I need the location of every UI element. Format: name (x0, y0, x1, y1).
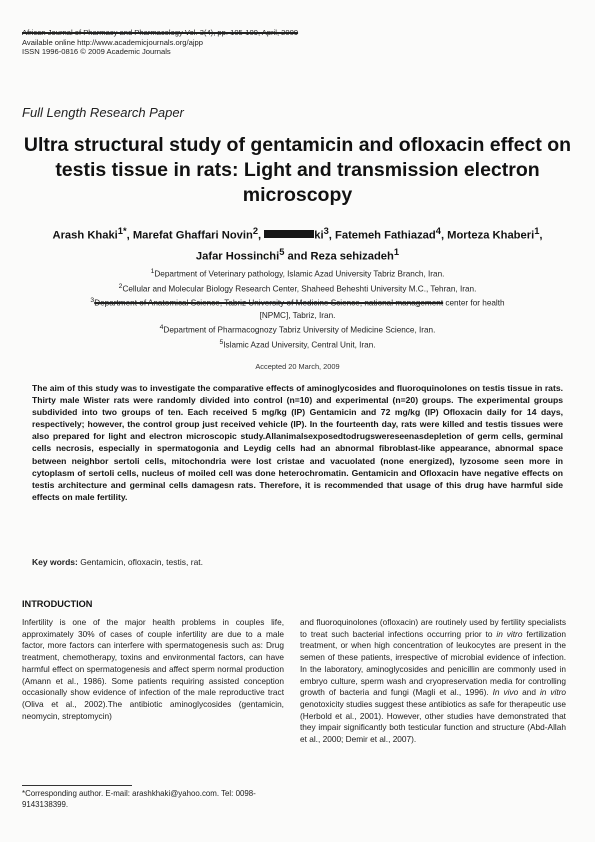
footnote-divider (22, 785, 132, 786)
intro-paragraph: Infertility is one of the major health problems in couples life, approximately 30% of cases of couple infertility are due to a male factor, more factors can interfere with spermatogenesis such as: Drug treatment, chemotherapy, toxins and environmental factors, can have harmful effect on spermatogenesis and affect sperm normal production (Amann et al., 1986). Some patients requiring assisted conception occasionally show evidence of infection of the male reproductive tract (Oliva et al., 2002).The antibiotic aminoglycosides (gentamicin, neomycin, streptomycin) (22, 617, 284, 721)
author-name: , Fatemeh Fathiazad (328, 229, 436, 242)
affiliation-text: Cellular and Molecular Biology Research Center, Shaheed Beheshti University M.C., Tehran, Iran. (122, 284, 477, 294)
intro-text: and (518, 687, 540, 698)
affiliation-sup: 2 (118, 282, 123, 290)
author-name: , Marefat Ghaffari Novin (126, 229, 253, 242)
intro-italic: In vivo (492, 687, 519, 698)
author-sup: 1* (117, 226, 127, 236)
affiliations (20, 266, 575, 352)
affiliation-text: Department of Veterinary pathology, Islamic Azad University Tabriz Branch, Iran. (154, 269, 445, 279)
author-name: , Jafar Hossinchi (195, 229, 543, 263)
accepted-date: Accepted 20 March, 2009 (255, 362, 340, 371)
affiliation-3 (20, 295, 575, 310)
author-name: Arash Khaki (52, 229, 118, 242)
intro-text: fertilization treatment, or when high concentration of leukocytes are present in the semen of these patients, irrespective of microbial evidence of infection. In the laboratory, aminoglycosides and penicillin are commonly used in embryo culture, sperm wash and cryopreservation media for controlling growth of bacteria and fungi (Magli et al., 1996). (300, 628, 567, 698)
author-sup: 4 (435, 226, 441, 236)
author-name: , Morteza Khaberi (440, 229, 535, 242)
affiliation-sup: 3 (90, 297, 95, 305)
keywords-label: Key words: (32, 557, 78, 567)
affiliation-2 (20, 281, 575, 296)
author-name: ki (314, 229, 324, 242)
intro-column-left (22, 617, 284, 722)
redaction-mark (264, 230, 314, 238)
affiliation-text: Department of Pharmacognozy Tabriz University of Medicine Science, Iran. (163, 325, 436, 335)
affiliation-5 (20, 337, 575, 352)
intro-italic: in vitro (539, 687, 566, 698)
affiliation-3-cont: [NPMC], Tabriz, Iran. (259, 311, 336, 321)
affiliation-1 (20, 266, 575, 281)
author-sup: 3 (323, 226, 329, 236)
journal-url: Available online http://www.academicjournals.org/ajpp (22, 37, 203, 47)
intro-column-right (300, 617, 566, 746)
affiliation-sup: 1 (150, 268, 155, 275)
affiliation-text: center for health (443, 299, 505, 309)
author-sup: 1 (393, 246, 400, 257)
paper-type: Full Length Research Paper (22, 105, 184, 120)
keywords-list: Gentamicin, ofloxacin, testis, rat. (80, 557, 204, 567)
corresponding-author-footnote: *Corresponding author. E-mail: arashkhaki@yahoo.com. Tel: 0098-9143138399. (22, 789, 256, 809)
keywords (32, 557, 563, 567)
affiliation-sup: 5 (219, 338, 224, 346)
affiliation-text: Islamic Azad University, Central Unit, Iran. (223, 340, 376, 350)
paper-title: Ultra structural study of gentamicin and ofloxacin effect on testis tissue in rats: Light and transmission electron microscopy (23, 134, 572, 206)
journal-header (22, 28, 298, 57)
author-name: and Reza sehizadeh (284, 250, 394, 263)
affiliation-sup: 4 (159, 324, 164, 332)
section-heading: INTRODUCTION (22, 599, 93, 609)
author-sup: 2 (252, 226, 259, 236)
intro-italic: in vitro (496, 628, 523, 639)
intro-text: genotoxicity studies suggest these antibiotics as safe for therapeutic use (Herbold et al., 2001). However, other studies have demonstrated that they impair significantly both testicular function and structure (Abd-Allah et al., 2000; Demir et al., 2007). (300, 698, 566, 745)
intro-text: and fluoroquinolones (ofloxacin) are routinely used by fertility specialists to treat such bacterial infections occurring prior to (300, 617, 566, 639)
author-list: Arash Khaki$^{1*}$, Marefat Ghaffari Novin$^2$, $ki^3$, Fatemeh Fathiazad$^4$, Morteza Khaberi$^1$, Jafar Hossinchi$^5$ and Reza sehizadeh$^1$ (52, 226, 543, 263)
author-sup: 5 (279, 246, 285, 257)
journal-issn: ISSN 1996-0816 © 2009 Academic Journals (22, 47, 171, 57)
affiliation-text-struck: Department of Anatomical Science, Tabriz University of Medicine Science, national management (94, 299, 444, 309)
affiliation-4 (20, 322, 575, 337)
journal-citation: African Journal of Pharmacy and Pharmacology Vol. 3(4), pp. 105-109, April, 2009 (22, 28, 299, 37)
author-sup: 1 (534, 226, 540, 236)
abstract: The aim of this study was to investigate the comparative effects of aminoglycosides and fluoroquinolones on testis tissue in rats. Thirty male Wister rats were randomly divided into control (n=10) and experimental (n=20) groups. The experimental groups subdivided into two groups of ten. Each received 5 mg/kg (IP) Gentamicin and 72 mg/kg (IP) Ofloxacin daily for 14 days, respectively; however, the control group just received vehicle (IP). In the fourteenth day, rats were killed and testis tissues were also prepared for light and electron microscopic study.Allanimalsexposedtodrugswereseenasdepletion of germ cells, germinal cells necrosis, especially in spermatogonia and Leydig cells had an abnormal fibroblast-like appearance, abnormal space between neighbor sertoli cells, mitochondria were lost cristae and vacuolated (none energized), lyzosome seen more in cytoplasm of sertoli cells, nucleus of moiled cell was done heterochromatin. Gentamicin and Ofloxacin have negative effects on testis architecture and germinal cells damagesn rats. Therefore, it is recommended that usage of this drug have harmful side effects on male fertility. (32, 383, 563, 502)
